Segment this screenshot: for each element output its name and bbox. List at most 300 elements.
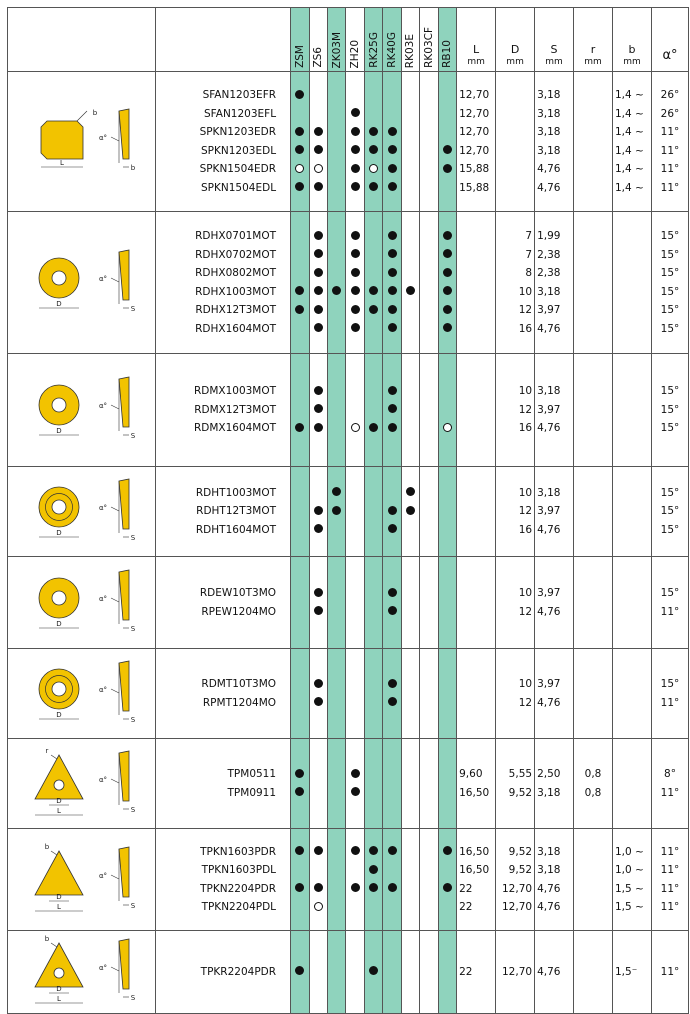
mark-slot bbox=[346, 584, 363, 603]
value-r bbox=[574, 160, 612, 179]
filled-circle-icon bbox=[388, 305, 397, 314]
value-r bbox=[574, 419, 612, 438]
insert-code: RDHX12T3MOT bbox=[195, 304, 277, 316]
mark-slot bbox=[383, 264, 400, 283]
value-cell-d bbox=[496, 72, 535, 212]
mark-slot bbox=[383, 502, 400, 521]
value-d: 10 bbox=[518, 587, 533, 599]
value-b bbox=[615, 603, 651, 622]
value-s: 3,18 bbox=[537, 864, 561, 876]
mark-slot bbox=[310, 861, 327, 880]
value-s: 3,18 bbox=[537, 486, 561, 499]
value-cell-d bbox=[496, 829, 535, 931]
grade-cell-zk03m bbox=[327, 72, 345, 212]
angle-arrow-line bbox=[111, 779, 119, 783]
mark-slot bbox=[328, 521, 345, 540]
filled-circle-icon bbox=[314, 883, 323, 892]
filled-circle-icon bbox=[314, 506, 323, 515]
filled-circle-icon bbox=[295, 145, 304, 154]
grade-cell-rk03e bbox=[401, 72, 419, 212]
mark-slot bbox=[328, 301, 345, 320]
value-s: 3,97 bbox=[537, 678, 561, 690]
mark-slot bbox=[365, 382, 382, 401]
value-cell-b bbox=[613, 557, 652, 649]
mark-slot bbox=[328, 963, 345, 982]
insert-code: RDEW10T3MO bbox=[199, 587, 277, 599]
mark-slot bbox=[310, 963, 327, 982]
value-r bbox=[574, 179, 612, 198]
corner-leader-line bbox=[51, 943, 57, 947]
insert-code: SPKN1504EDR bbox=[199, 163, 277, 175]
value-d: 10 bbox=[518, 486, 533, 499]
s-label: S bbox=[131, 304, 136, 313]
grade-cell-zk03m bbox=[327, 739, 345, 829]
mark-slot bbox=[328, 320, 345, 339]
grade-cell-rk40g bbox=[383, 212, 401, 354]
grade-cell-zsm bbox=[291, 829, 309, 931]
mark-slot bbox=[402, 123, 419, 142]
angle-arrow-line bbox=[111, 598, 119, 602]
mark-slot bbox=[310, 521, 327, 540]
value-l: 16,50 bbox=[459, 786, 490, 799]
triangle-insert-icon bbox=[35, 755, 83, 799]
value-l: 22 bbox=[459, 882, 473, 895]
insert-code: SPKN1203EDL bbox=[201, 144, 277, 157]
grade-header-rb10 bbox=[438, 8, 456, 72]
measure-header-l bbox=[457, 8, 496, 72]
mark-slot bbox=[439, 484, 456, 503]
s-label: S bbox=[131, 805, 136, 814]
insert-sketch-round-hole bbox=[11, 242, 151, 320]
value-s: 4,76 bbox=[537, 163, 561, 175]
value-s: 3,18 bbox=[537, 786, 561, 799]
value-r bbox=[574, 963, 612, 982]
insert-sketch-square-chamfer bbox=[11, 101, 151, 179]
value-r bbox=[574, 843, 612, 862]
mark-slot bbox=[346, 963, 363, 982]
mark-slot bbox=[346, 179, 363, 198]
value-cell-s bbox=[535, 739, 574, 829]
value-b bbox=[615, 227, 651, 246]
value-cell-r bbox=[574, 649, 613, 739]
value-cell-b bbox=[613, 467, 652, 557]
insert-side-view-icon bbox=[119, 751, 129, 801]
grade-cell-zh20 bbox=[346, 649, 364, 739]
open-circle-icon bbox=[314, 164, 323, 173]
mark-slot bbox=[328, 765, 345, 784]
mark-slot bbox=[402, 227, 419, 246]
value-cell-alpha bbox=[651, 649, 688, 739]
filled-circle-icon bbox=[351, 127, 360, 136]
grade-cell-rk25g bbox=[364, 829, 382, 931]
mark-slot bbox=[420, 105, 437, 124]
mark-slot bbox=[439, 880, 456, 899]
grade-cell-rb10 bbox=[438, 354, 456, 467]
grade-cell-zh20 bbox=[346, 557, 364, 649]
mark-slot bbox=[383, 301, 400, 320]
mark-slot bbox=[346, 160, 363, 179]
value-l bbox=[459, 382, 495, 401]
grade-cell-zs6 bbox=[309, 467, 327, 557]
filled-circle-icon bbox=[351, 231, 360, 240]
value-d: 8 bbox=[525, 267, 533, 279]
value-s: 3,97 bbox=[537, 304, 561, 316]
insert-code-list bbox=[155, 557, 290, 649]
value-cell-r bbox=[574, 557, 613, 649]
grade-cell-zsm bbox=[291, 467, 309, 557]
center-hole-icon bbox=[52, 591, 66, 605]
value-s: 3,97 bbox=[537, 403, 561, 416]
value-d: 9,52 bbox=[508, 864, 533, 876]
mark-slot bbox=[439, 227, 456, 246]
mark-slot bbox=[291, 179, 308, 198]
mark-slot bbox=[310, 301, 327, 320]
mark-slot bbox=[328, 784, 345, 803]
value-alpha: 11° bbox=[660, 144, 680, 157]
filled-circle-icon bbox=[295, 286, 304, 295]
mark-slot bbox=[365, 419, 382, 438]
mark-slot bbox=[310, 694, 327, 713]
grade-label: RK03E bbox=[404, 33, 417, 68]
grade-cell-rb10 bbox=[438, 212, 456, 354]
insert-side-view-icon bbox=[119, 109, 129, 159]
mark-slot bbox=[346, 861, 363, 880]
mark-slot bbox=[439, 264, 456, 283]
insert-sketch-cell bbox=[8, 557, 156, 649]
value-d bbox=[496, 142, 532, 161]
measure-unit: mm bbox=[584, 57, 602, 67]
filled-circle-icon bbox=[388, 846, 397, 855]
mark-slot bbox=[365, 694, 382, 713]
table-row bbox=[8, 829, 689, 931]
filled-circle-icon bbox=[388, 386, 397, 395]
value-cell-b bbox=[613, 649, 652, 739]
mark-slot bbox=[402, 603, 419, 622]
mark-slot bbox=[420, 843, 437, 862]
s-label: S bbox=[131, 715, 136, 724]
grade-cell-zsm bbox=[291, 739, 309, 829]
mark-slot bbox=[346, 301, 363, 320]
mark-slot bbox=[310, 502, 327, 521]
grade-cell-zs6 bbox=[309, 649, 327, 739]
filled-circle-icon bbox=[351, 769, 360, 778]
mark-slot bbox=[365, 880, 382, 899]
mark-slot bbox=[346, 765, 363, 784]
filled-circle-icon bbox=[314, 524, 323, 533]
value-b bbox=[615, 264, 651, 283]
measure-unit: mm bbox=[467, 57, 485, 67]
value-b: 1,5 ~ bbox=[615, 882, 644, 895]
mark-slot bbox=[328, 502, 345, 521]
mark-slot bbox=[346, 283, 363, 302]
mark-slot bbox=[310, 765, 327, 784]
filled-circle-icon bbox=[388, 883, 397, 892]
mark-slot bbox=[346, 603, 363, 622]
mark-slot bbox=[291, 898, 308, 917]
grade-cell-rk40g bbox=[383, 739, 401, 829]
angle-arrow-line bbox=[111, 137, 119, 141]
mark-slot bbox=[346, 105, 363, 124]
value-cell-l bbox=[457, 931, 496, 1014]
insert-code: RDMX12T3MOT bbox=[194, 403, 277, 416]
value-l bbox=[459, 320, 495, 339]
grade-cell-rk03cf bbox=[420, 829, 438, 931]
value-s: 2,38 bbox=[537, 248, 561, 261]
alpha-label: α° bbox=[99, 594, 108, 603]
alpha-label: α° bbox=[99, 402, 108, 410]
mark-slot bbox=[402, 142, 419, 161]
mark-slot bbox=[346, 142, 363, 161]
value-alpha: 11° bbox=[660, 845, 680, 858]
filled-circle-icon bbox=[332, 286, 341, 295]
mark-slot bbox=[383, 784, 400, 803]
mark-slot bbox=[310, 123, 327, 142]
value-cell-s bbox=[535, 72, 574, 212]
grade-cell-zsm bbox=[291, 212, 309, 354]
value-d: 5,55 bbox=[508, 768, 533, 780]
measure-header-b bbox=[613, 8, 652, 72]
value-alpha: 15° bbox=[660, 385, 680, 398]
mark-slot bbox=[383, 142, 400, 161]
mark-slot bbox=[346, 694, 363, 713]
value-cell-b bbox=[613, 829, 652, 931]
value-alpha: 11° bbox=[660, 901, 680, 913]
value-l: 15,88 bbox=[459, 163, 490, 175]
insert-code: SPKN1504EDL bbox=[201, 181, 277, 194]
mark-slot bbox=[291, 963, 308, 982]
table-row bbox=[8, 467, 689, 557]
mark-slot bbox=[291, 880, 308, 899]
mark-slot bbox=[420, 898, 437, 917]
filled-circle-icon bbox=[314, 697, 323, 706]
grade-cell-zk03m bbox=[327, 931, 345, 1014]
filled-circle-icon bbox=[443, 249, 452, 258]
value-r bbox=[574, 603, 612, 622]
insert-code: SPKN1203EDR bbox=[199, 126, 277, 138]
mark-slot bbox=[402, 105, 419, 124]
mark-slot bbox=[439, 301, 456, 320]
mark-slot bbox=[328, 246, 345, 265]
insert-sketch-cell bbox=[8, 354, 156, 467]
filled-circle-icon bbox=[443, 883, 452, 892]
mark-slot bbox=[328, 160, 345, 179]
value-alpha: 15° bbox=[660, 422, 680, 435]
value-cell-b bbox=[613, 72, 652, 212]
value-cell-l bbox=[457, 829, 496, 931]
mark-slot bbox=[402, 963, 419, 982]
d-label: D bbox=[56, 528, 63, 537]
insert-side-view-icon bbox=[119, 479, 129, 529]
measure-header-d bbox=[496, 8, 535, 72]
mark-slot bbox=[365, 86, 382, 105]
mark-slot bbox=[383, 160, 400, 179]
value-d: 9,52 bbox=[508, 786, 533, 799]
mark-slot bbox=[328, 843, 345, 862]
mark-slot bbox=[346, 86, 363, 105]
measure-name: r bbox=[590, 43, 596, 56]
angle-arrow-line bbox=[111, 875, 119, 879]
value-alpha: 15° bbox=[660, 505, 680, 518]
mark-slot bbox=[365, 521, 382, 540]
filled-circle-icon bbox=[314, 588, 323, 597]
mark-slot bbox=[420, 502, 437, 521]
filled-circle-icon bbox=[369, 883, 378, 892]
grade-cell-rk25g bbox=[364, 72, 382, 212]
filled-circle-icon bbox=[443, 305, 452, 314]
value-d: 12 bbox=[518, 696, 533, 709]
mark-slot bbox=[346, 227, 363, 246]
grade-cell-rk40g bbox=[383, 467, 401, 557]
mark-slot bbox=[365, 502, 382, 521]
value-b bbox=[615, 283, 651, 302]
mark-slot bbox=[328, 105, 345, 124]
value-cell-d bbox=[496, 931, 535, 1014]
mark-slot bbox=[365, 898, 382, 917]
value-b bbox=[615, 301, 651, 320]
filled-circle-icon bbox=[295, 846, 304, 855]
insert-code: RDHX0702MOT bbox=[195, 248, 277, 261]
grade-cell-zk03m bbox=[327, 829, 345, 931]
mark-slot bbox=[365, 861, 382, 880]
value-b bbox=[615, 382, 651, 401]
value-alpha: 11° bbox=[660, 605, 680, 618]
value-cell-b bbox=[613, 212, 652, 354]
center-hole-icon bbox=[54, 968, 64, 978]
grade-cell-zs6 bbox=[309, 72, 327, 212]
value-cell-s bbox=[535, 212, 574, 354]
insert-code: RDMT10T3MO bbox=[201, 678, 277, 690]
filled-circle-icon bbox=[388, 588, 397, 597]
mark-slot bbox=[365, 123, 382, 142]
value-s: 1,99 bbox=[537, 230, 561, 242]
value-d: 16 bbox=[518, 523, 533, 536]
mark-slot bbox=[310, 227, 327, 246]
insert-code: RDMX1003MOT bbox=[193, 385, 277, 398]
b-label: b bbox=[93, 108, 98, 117]
mark-slot bbox=[365, 784, 382, 803]
mark-slot bbox=[328, 898, 345, 917]
header-blank-code bbox=[155, 8, 290, 72]
open-circle-icon bbox=[443, 423, 452, 432]
value-alpha: 15° bbox=[660, 486, 680, 499]
insert-code-list bbox=[155, 739, 290, 829]
filled-circle-icon bbox=[388, 268, 397, 277]
grade-cell-zs6 bbox=[309, 354, 327, 467]
filled-circle-icon bbox=[388, 404, 397, 413]
grade-cell-zs6 bbox=[309, 829, 327, 931]
filled-circle-icon bbox=[369, 423, 378, 432]
center-hole-icon bbox=[52, 271, 66, 285]
mark-slot bbox=[420, 694, 437, 713]
filled-circle-icon bbox=[388, 164, 397, 173]
grade-label: RK25G bbox=[367, 32, 380, 68]
value-b: 1,4 ~ bbox=[615, 107, 644, 120]
alpha-label: α° bbox=[99, 964, 108, 972]
grade-cell-rk25g bbox=[364, 212, 382, 354]
mark-slot bbox=[328, 382, 345, 401]
mark-slot bbox=[346, 264, 363, 283]
mark-slot bbox=[420, 484, 437, 503]
value-r bbox=[574, 584, 612, 603]
d-label: D bbox=[56, 619, 63, 628]
mark-slot bbox=[402, 843, 419, 862]
value-d bbox=[496, 86, 532, 105]
alpha-label: α° bbox=[99, 503, 108, 512]
mark-slot bbox=[291, 675, 308, 694]
mark-slot bbox=[328, 675, 345, 694]
value-l: 16,50 bbox=[459, 864, 490, 876]
mark-slot bbox=[310, 401, 327, 420]
mark-slot bbox=[328, 484, 345, 503]
value-cell-alpha bbox=[651, 829, 688, 931]
mark-slot bbox=[365, 301, 382, 320]
value-l: 16,50 bbox=[459, 845, 490, 858]
filled-circle-icon bbox=[443, 846, 452, 855]
value-alpha: 15° bbox=[660, 403, 680, 416]
mark-slot bbox=[310, 484, 327, 503]
mark-slot bbox=[439, 675, 456, 694]
filled-circle-icon bbox=[314, 268, 323, 277]
mark-slot bbox=[328, 419, 345, 438]
insert-code: TPKN1603PDL bbox=[201, 864, 277, 876]
grade-cell-zh20 bbox=[346, 829, 364, 931]
insert-code: TPKN2204PDL bbox=[201, 901, 277, 913]
mark-slot bbox=[420, 419, 437, 438]
grade-cell-rb10 bbox=[438, 72, 456, 212]
value-cell-r bbox=[574, 739, 613, 829]
mark-slot bbox=[402, 401, 419, 420]
mark-slot bbox=[346, 382, 363, 401]
corner-label: b bbox=[45, 935, 50, 943]
filled-circle-icon bbox=[332, 506, 341, 515]
value-s: 3,18 bbox=[537, 107, 561, 120]
value-alpha: 11° bbox=[660, 696, 680, 709]
mark-slot bbox=[328, 227, 345, 246]
value-r bbox=[574, 320, 612, 339]
mark-slot bbox=[420, 765, 437, 784]
mark-slot bbox=[310, 584, 327, 603]
value-d bbox=[496, 123, 532, 142]
mark-slot bbox=[328, 123, 345, 142]
insert-code-list bbox=[155, 72, 290, 212]
value-r bbox=[574, 105, 612, 124]
value-r bbox=[574, 401, 612, 420]
mark-slot bbox=[402, 861, 419, 880]
mark-slot bbox=[383, 86, 400, 105]
insert-code: RDHX1003MOT bbox=[195, 285, 277, 298]
mark-slot bbox=[291, 123, 308, 142]
mark-slot bbox=[291, 246, 308, 265]
grade-label: RB10 bbox=[441, 40, 454, 68]
filled-circle-icon bbox=[332, 487, 341, 496]
filled-circle-icon bbox=[314, 323, 323, 332]
insert-code: RDHX0701MOT bbox=[195, 230, 277, 242]
insert-sketch-triangle-hole bbox=[11, 743, 151, 821]
grade-cell-rk40g bbox=[383, 72, 401, 212]
grade-header-rk03e bbox=[401, 8, 419, 72]
filled-circle-icon bbox=[388, 679, 397, 688]
mark-slot bbox=[383, 675, 400, 694]
mark-slot bbox=[420, 382, 437, 401]
insert-grade-table bbox=[7, 7, 689, 1014]
mark-slot bbox=[420, 123, 437, 142]
mark-slot bbox=[291, 283, 308, 302]
filled-circle-icon bbox=[443, 268, 452, 277]
open-circle-icon bbox=[295, 164, 304, 173]
value-s: 4,76 bbox=[537, 422, 561, 435]
filled-circle-icon bbox=[406, 487, 415, 496]
grade-cell-zs6 bbox=[309, 212, 327, 354]
